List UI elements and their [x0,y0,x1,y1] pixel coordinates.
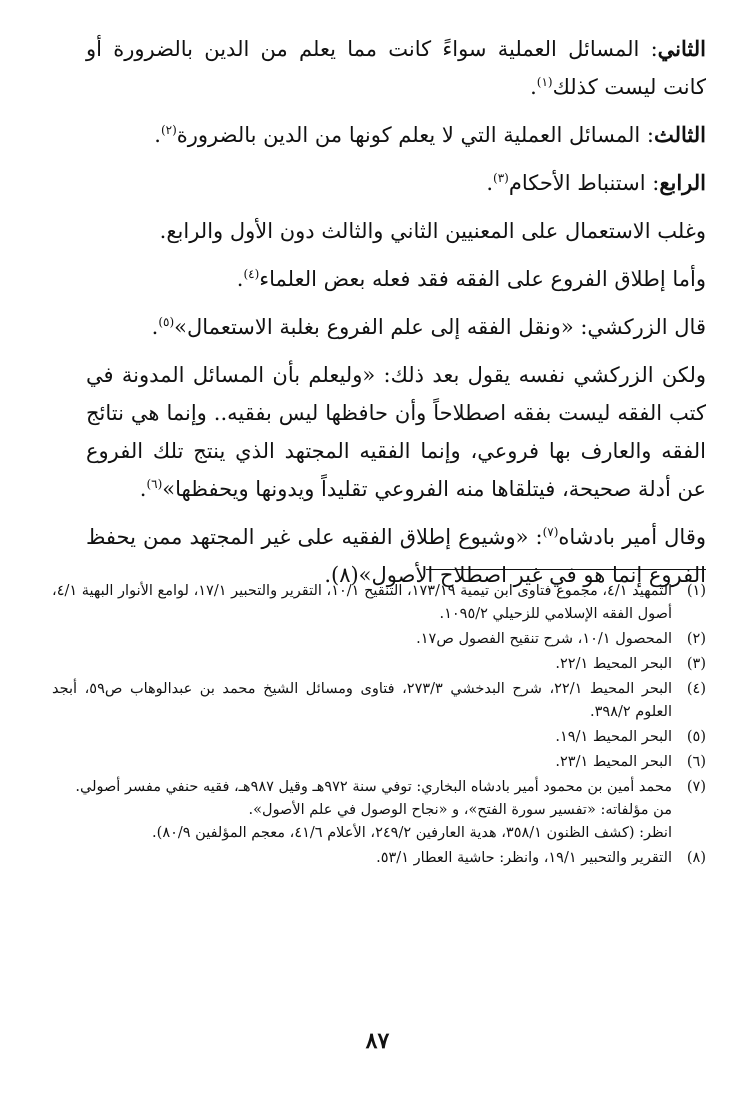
paragraph-text: : المسائل العملية التي لا يعلم كونها من الدين بالضرورة [176,123,654,147]
term-label: الثاني [657,36,706,61]
paragraph [86,356,706,508]
footnote [52,847,706,870]
footnote-text: البحر المحيط ٢٣/١. [555,754,672,770]
footnote-text: التمهيد ٤/١، مجموع فتاوى ابن تيمية ١٧٣/١٩، التنقيح ١٠/١، التقرير والتحبير ١٧/١، لوامع الأنوار البهية ٤/١، أصول الفقه الإسلامي للزحيلي ١٠٩٥/٢. [52,583,673,622]
footnote-ref: (٤) [243,267,260,281]
footnote-ref: (١) [536,75,553,89]
footnote-number: (٥) [686,729,706,745]
footnote [52,751,706,774]
paragraph-end: . [151,315,159,339]
footnote-number: (١) [686,583,706,599]
footnote-number: (٣) [686,656,706,672]
paragraph [86,164,706,202]
page-number: ٨٧ [365,1028,390,1054]
footnote-number: (٢) [686,631,706,647]
paragraph-text: : استنباط الأحكام [508,171,660,195]
footnote-text: البحر المحيط ٢٢/١. [555,656,672,672]
paragraph-text: وغلب الاستعمال على المعنيين الثاني والثالث دون الأول والرابع. [159,219,706,243]
footnote-ref: (٥) [158,315,175,329]
main-text [86,30,706,604]
term-label: الثالث [654,122,706,147]
footnote-text: المحصول ١٠/١، شرح تنقيح الفصول ص١٧. [416,631,672,647]
footnote [52,580,706,626]
footnote [52,776,706,845]
paragraph-end: . [486,171,493,195]
paragraph [86,260,706,298]
footnote-ref: (٧) [542,525,559,539]
paragraph-text: قال الزركشي: «ونقل الفقه إلى علم الفروع بغلبة الاستعمال» [174,315,706,339]
paragraph [86,212,706,250]
paragraph-text: ولكن الزركشي نفسه يقول بعد ذلك: «وليعلم بأن المسائل المدونة في كتب الفقه ليست بفقه اصطلاحاً وأن حافظها ليس بفقيه.. وإنما هي نتائج الفقه والعارف بها فروعي، وإنما الفقيه المجتهد الذي ينتج تلك الفروع عن أدلة صحيحة، فيتلقاها منه الفروعي تقليداً ويدونها ويحفظها» [86,363,706,501]
footnote-separator [426,569,706,570]
paragraph-end: . [139,477,147,501]
paragraph-text: وأما إطلاق الفروع على الفقه فقد فعله بعض العلماء [259,267,706,291]
paragraph-end: . [530,75,537,99]
footnote-number: (٧) [686,779,706,795]
paragraph [86,308,706,346]
paragraph-text: : المسائل العملية سواءً كانت مما يعلم من الدين بالضرورة أو كانت ليست كذلك [86,37,706,99]
footnote-text: البحر المحيط ١٩/١. [555,729,672,745]
footnotes [52,580,706,872]
paragraph [86,30,706,106]
footnote-ref: (٣) [493,171,509,185]
footnote [52,628,706,651]
footnote-text: التقرير والتحبير ١٩/١، وانظر: حاشية العطار ٥٣/١. [376,850,672,866]
footnote-ref: (٦) [146,477,163,491]
footnote-number: (٦) [686,754,706,770]
term-label: الرابع [659,170,706,195]
footnote-ref: (٢) [160,123,177,137]
paragraph-end: . [154,123,161,147]
paragraph-text: وقال أمير بادشاه [558,525,706,549]
paragraph-end: . [236,267,244,291]
paragraph-end: : «وشيوع إطلاق الفقيه على غير المجتهد ممن يحفظ الفروع إنما هو في غير اصطلاح الأصول»(٨). [86,525,706,587]
footnote-text: البحر المحيط ٢٢/١، شرح البدخشي ٢٧٣/٣، فتاوى ومسائل الشيخ محمد بن عبدالوهاب ص٥٩، أبجد العلوم ٣٩٨/٢. [52,681,673,720]
footnote [52,653,706,676]
footnote [52,726,706,749]
footnote-number: (٨) [686,850,706,866]
footnote-text: محمد أمين بن محمود أمير بادشاه البخاري: توفي سنة ٩٧٢هـ وقيل ٩٨٧هـ، فقيه حنفي مفسر أصولي. من مؤلفاته: «تفسير سورة الفتح»، و «نجاح الوصول في علم الأصول». انظر: (كشف الظنون ٣٥٨/١، هدية العارفين ٢٤٩/٢، الأعلام ٤١/٦، معجم المؤلفين ٨٠/٩). [75,779,672,841]
footnote-number: (٤) [686,681,706,697]
paragraph [86,116,706,154]
footnote [52,678,706,724]
